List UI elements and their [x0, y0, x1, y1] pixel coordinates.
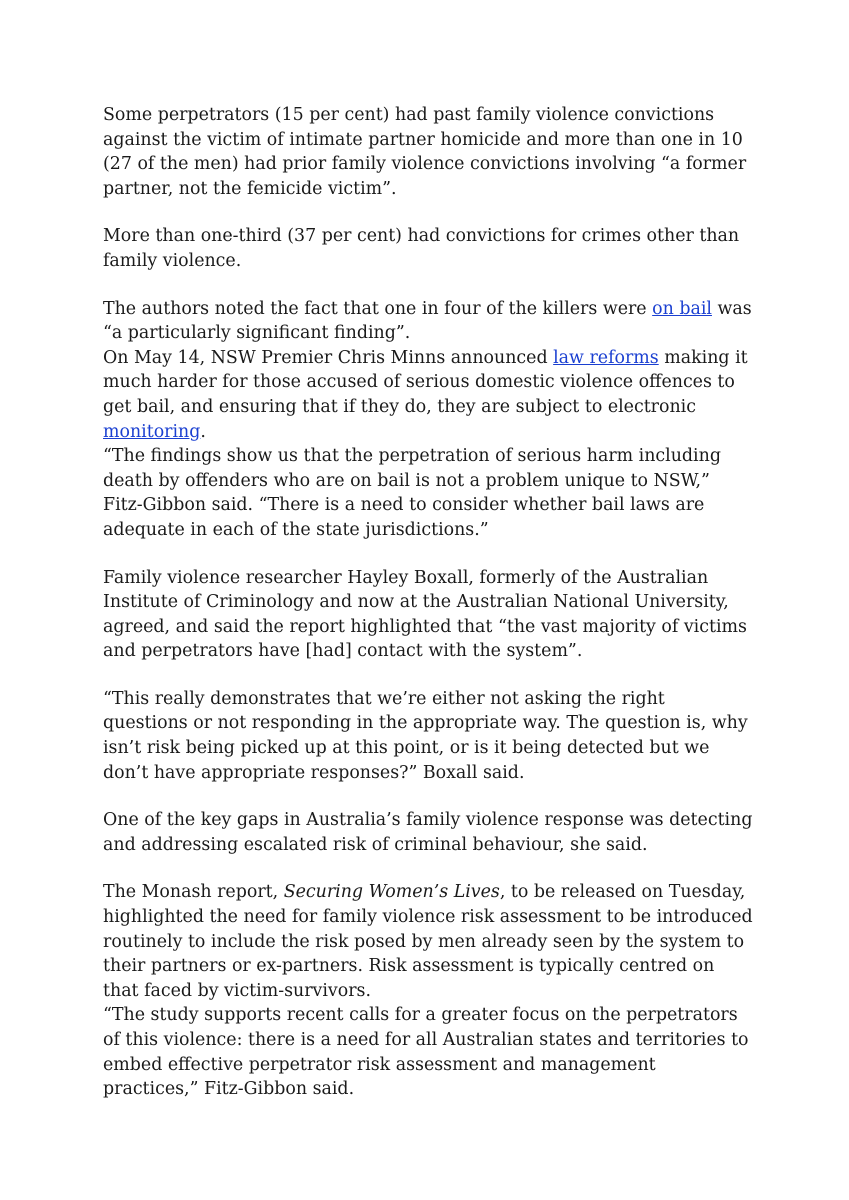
link-monitoring[interactable]: monitoring	[103, 421, 201, 442]
paragraph-study-supports-quote: “The study supports recent calls for a greater focus on the perpetrators of this violence: there is a need for all Australian states and territories to embed effective perpetrator risk assessment and management practices,” Fitz-Gibbon said.	[103, 1005, 749, 1100]
text-segment: , to be released on Tuesday, highlighted the need for family violence risk assessment to be introduced routinely to include the risk posed by men already seen by the system to their partners or ex-partners. Risk assessment is typically centred on that faced by victim-survivors.	[103, 882, 753, 1001]
paragraph-law-reforms	[103, 346, 753, 444]
paragraph-fitz-gibbon-quote: “The findings show us that the perpetration of serious harm including death by offenders who are on bail is not a problem unique to NSW,” Fitz-Gibbon said. “There is a need to consider whether bail laws are adequate in each of the state jurisdictions.”	[103, 446, 721, 540]
text-segment: .	[200, 421, 206, 442]
paragraph-boxall-quote: “This really demonstrates that we’re either not asking the right questions or not responding in the appropriate way. The question is, why isn’t risk being picked up at this point, or is it being detected but we don’t have appropriate responses?” Boxall said.	[103, 688, 748, 783]
link-law-reforms[interactable]: law reforms	[553, 347, 659, 368]
report-title: Securing Women’s Lives	[283, 882, 500, 903]
text-segment: making it much harder for those accused of serious domestic violence offences to get bail, and ensuring that if they do, they are subject to electronic	[103, 347, 748, 417]
text-segment: was “a particularly significant finding”.	[103, 298, 752, 344]
paragraph-on-bail-finding	[103, 297, 753, 346]
document-page	[103, 103, 753, 1102]
text-segment: The Monash report,	[103, 882, 284, 903]
paragraph-prior-convictions: Some perpetrators (15 per cent) had past family violence convictions against the victim of intimate partner homicide and more than one in 10 (27 of the men) had prior family violence convictions involving “a former partner, not the femicide victim”.	[103, 105, 747, 199]
paragraph-boxall-agreed: Family violence researcher Hayley Boxall, formerly of the Australian Institute of Criminology and now at the Australian National University, agreed, and said the report highlighted that “the vast majority of victims and perpetrators have [had] contact with the system”.	[103, 567, 747, 662]
text-segment: The authors noted the fact that one in four of the killers were	[103, 298, 653, 319]
paragraph-key-gaps: One of the key gaps in Australia’s family violence response was detecting and addressing escalated risk of criminal behaviour, she said.	[103, 810, 753, 855]
paragraph-monash-report	[103, 880, 753, 1003]
link-on-bail[interactable]: on bail	[652, 298, 712, 319]
paragraph-other-crimes: More than one-third (37 per cent) had convictions for crimes other than family violence.	[103, 226, 740, 271]
text-segment: On May 14, NSW Premier Chris Minns announced	[103, 347, 554, 368]
